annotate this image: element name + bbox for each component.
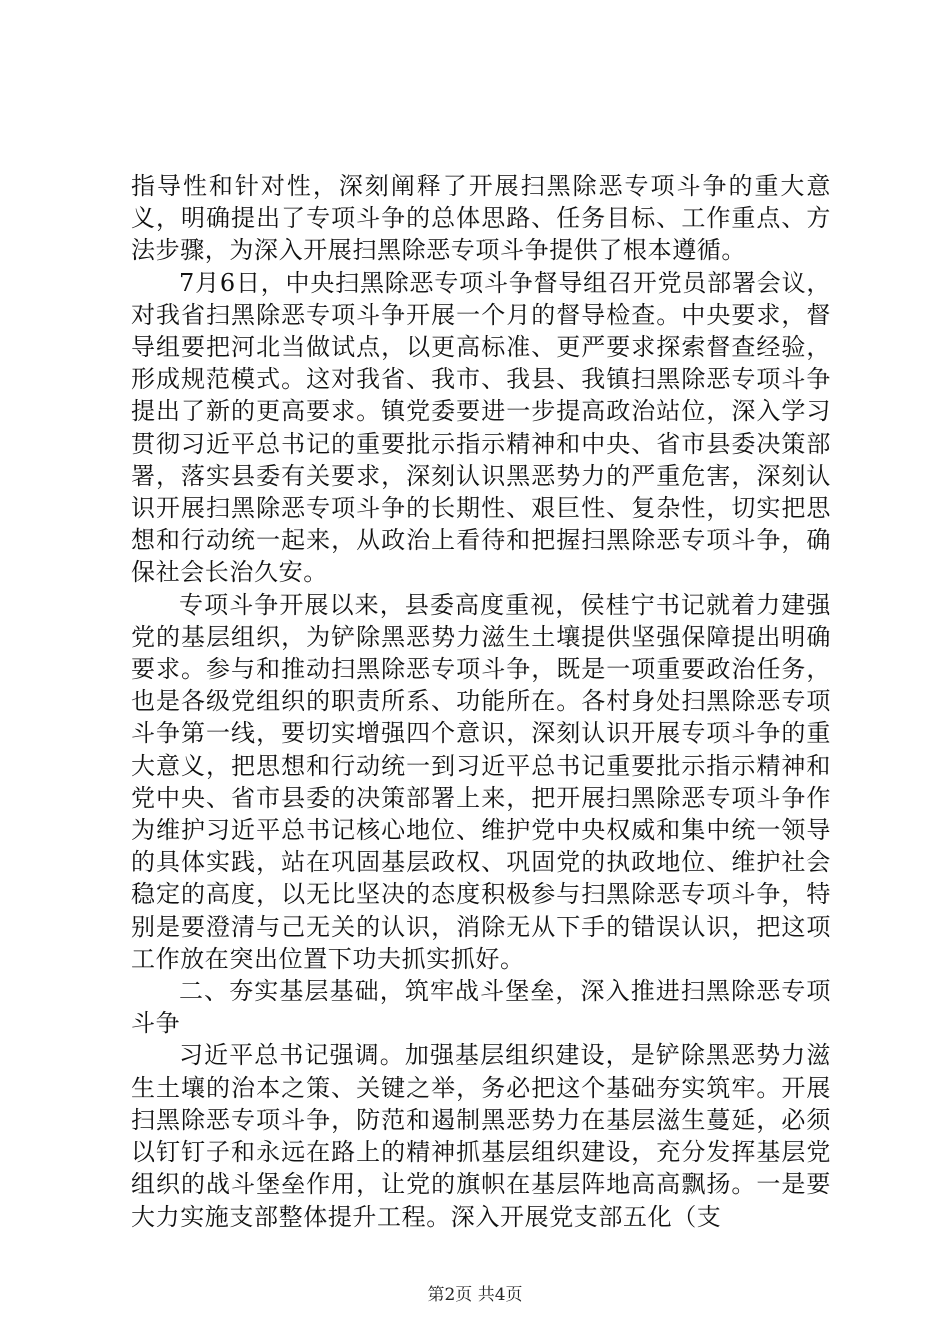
paragraph: 指导性和针对性，深刻阐释了开展扫黑除恶专项斗争的重大意义，明确提出了专项斗争的总体思路、任务目标、工作重点、方法步骤，为深入开展扫黑除恶专项斗争提供了根本遵循。 xyxy=(131,172,831,265)
document-body xyxy=(131,170,831,1233)
paragraph: 专项斗争开展以来，县委高度重视，侯桂宁书记就着力建强党的基层组织，为铲除黑恶势力滋生土壤提供坚强保障提出明确要求。参与和推动扫黑除恶专项斗争，既是一项重要政治任务，也是各级党组织的职责所系、功能所在。各村身处扫黑除恶专项斗争第一线，要切实增强四个意识，深刻认识开展专项斗争的重大意义，把思想和行动统一到习近平总书记重要批示指示精神和党中央、省市县委的决策部署上来，把开展扫黑除恶专项斗争作为维护习近平总书记核心地位、维护党中央权威和集中统一领导的具体实践，站在巩固基层政权、巩固党的执政地位、维护社会稳定的高度，以无比坚决的态度积极参与扫黑除恶专项斗争，特别是要澄清与己无关的认识，消除无从下手的错误认识，把这项工作放在突出位置下功夫抓实抓好。 xyxy=(131,590,831,973)
page-number-footer: 第2页 共4页 xyxy=(427,1285,523,1305)
paragraph: 7月6日，中央扫黑除恶专项斗争督导组召开党员部署会议，对我省扫黑除恶专项斗争开展一个月的督导检查。中央要求，督导组要把河北当做试点，以更高标准、更严要求探索督查经验，形成规范模式。这对我省、我市、我县、我镇扫黑除恶专项斗争提出了新的更高要求。镇党委要进一步提高政治站位，深入学习贯彻习近平总书记的重要批示指示精神和中央、省市县委决策部署，落实县委有关要求，深刻认识黑恶势力的严重危害，深刻认识开展扫黑除恶专项斗争的长期性、艰巨性、复杂性，切实把思想和行动统一起来，从政治上看待和把握扫黑除恶专项斗争，确保社会长治久安。 xyxy=(131,268,831,587)
paragraph: 习近平总书记强调。加强基层组织建设，是铲除黑恶势力滋生土壤的治本之策、关键之举，务必把这个基础夯实筑牢。开展扫黑除恶专项斗争，防范和遏制黑恶势力在基层滋生蔓延，必须以钉钉子和永远在路上的精神抓基层组织建设，充分发挥基层党组织的战斗堡垒作用，让党的旗帜在基层阵地高高飘扬。一是要大力实施支部整体提升工程。深入开展党支部五化（支 xyxy=(131,1041,831,1231)
section-heading: 二、夯实基层基础，筑牢战斗堡垒，深入推进扫黑除恶专项斗争 xyxy=(131,977,831,1038)
